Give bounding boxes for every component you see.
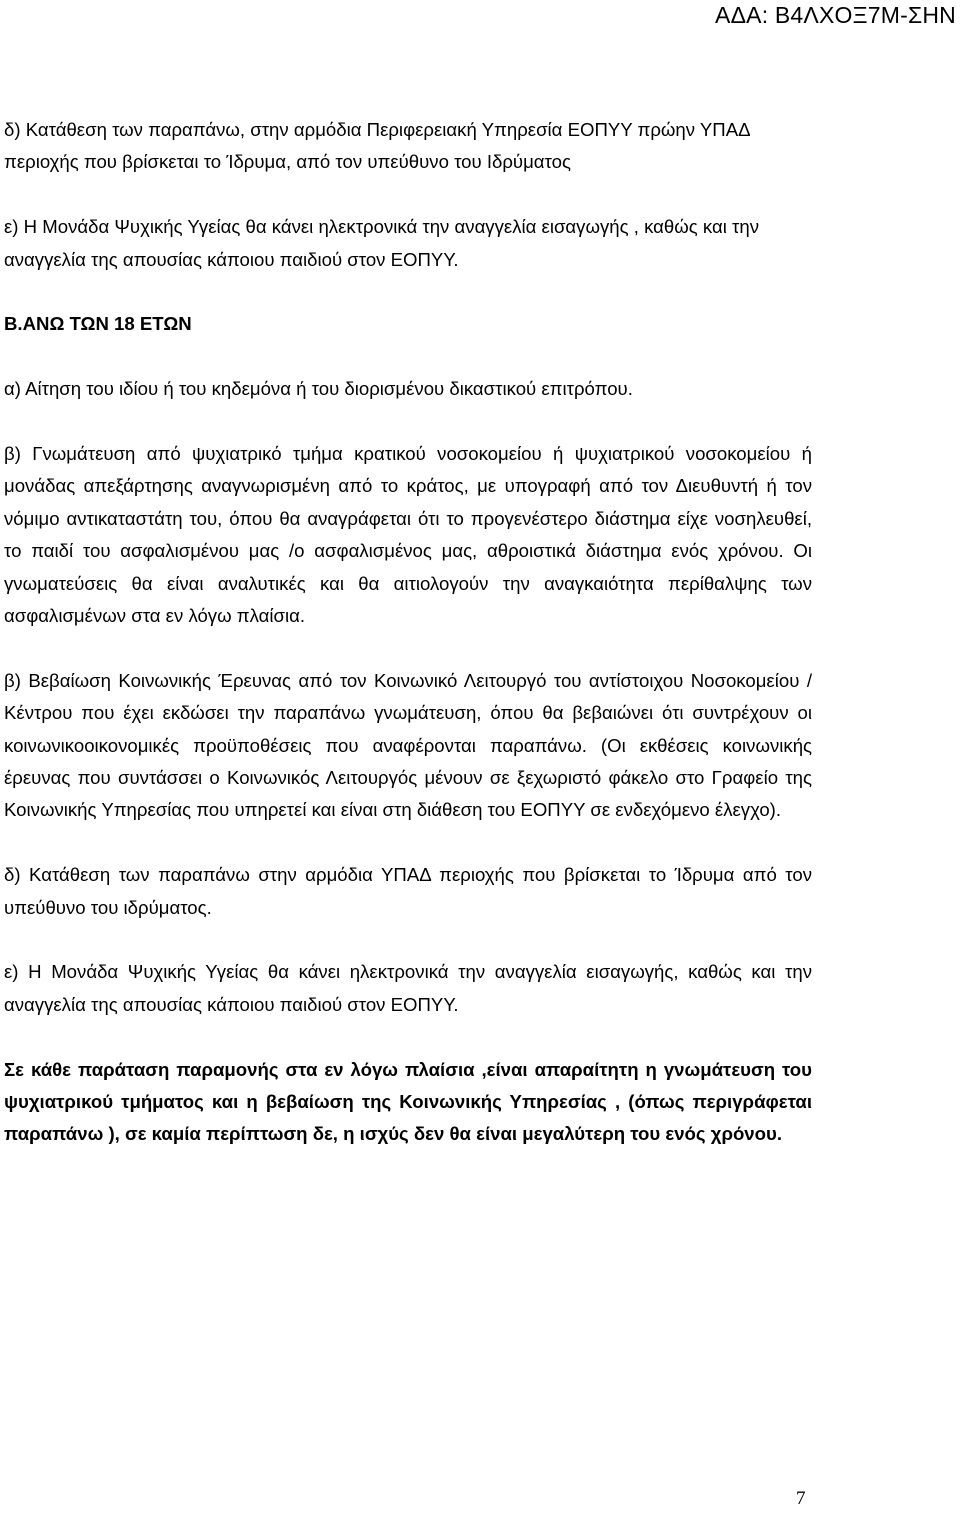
paragraph-e-announcement: ε) Η Μονάδα Ψυχικής Υγείας θα κάνει ηλεκτρονικά την αναγγελία εισαγωγής , καθώς και την αναγγελία της απουσίας κάποιου παιδιού στον ΕΟΠΥΥ. [4,216,759,270]
paragraph-d-submission: δ) Κατάθεση των παραπάνω, στην αρμόδια Περιφερειακή Υπηρεσία ΕΟΠΥΥ πρώην ΥΠΑΔ περιοχής που βρίσκεται το Ίδρυμα, από τον υπεύθυνο του Ιδρύματος [4,119,750,173]
paragraph-b-social-certificate: β) Βεβαίωση Κοινωνικής Έρευνας από τον Κοινωνικό Λειτουργό του αντίστοιχου Νοσοκομείου / Κέντρου που έχει εκδώσει την παραπάνω γνωμάτευση, όπου θα βεβαιώνει ότι συντρέχουν οι κοινωνικοοικονομικές προϋποθέσεις που αναφέρονται παραπάνω. (Οι εκθέσεις κοινωνικής έρευνας που συντάσσει ο Κοινωνικός Λειτουργός μένουν σε ξεχωριστό φάκελο στο Γραφείο της Κοινωνικής Υπηρεσίας που υπηρετεί και είναι στη διάθεση του ΕΟΠΥΥ σε ενδεχόμενο έλεγχο). [4,669,812,821]
document-body [4,114,812,1183]
paragraph-a-application: α) Αίτηση του ιδίου ή του κηδεμόνα ή του διορισμένου δικαστικού επιτρόπου. [4,378,633,400]
paragraph-e-electronic-announcement: ε) Η Μονάδα Ψυχικής Υγείας θα κάνει ηλεκτρονικά την αναγγελία εισαγωγής, καθώς και την αναγγελία της απουσίας κάποιου παιδιού στον ΕΟΠΥΥ. [4,961,812,1015]
paragraph-b-medical-opinion: β) Γνωμάτευση από ψυχιατρικό τμήμα κρατικού νοσοκομείου ή ψυχιατρικού νοσοκομείου ή μονάδας απεξάρτησης αναγνωρισμένη από το κράτος, με υπογραφή από τον Διευθυντή ή τον νόμιμο αντικαταστάτη του, όπου θα αναγράφεται ότι το προγενέστερο διάστημα είχε νοσηλευθεί, το παιδί του ασφαλισμένου μας /ο ασφαλισμένος μας, αθροιστικά διάστημα ενός χρόνου. Οι γνωματεύσεις θα είναι αναλυτικές και θα αιτιολογούν την αναγκαιότητα περίθαλψης των ασφαλισμένων στα εν λόγω πλαίσια. [4,443,812,627]
ada-code: ΑΔΑ: Β4ΛΧΟΞ7Μ-ΣΗΝ [715,2,956,28]
paragraph-d-submission-ypad: δ) Κατάθεση των παραπάνω στην αρμόδια ΥΠΑΔ περιοχής που βρίσκεται το Ίδρυμα από τον υπεύθυνο του ιδρύματος. [4,864,812,918]
section-heading-over-18: Β.ΑΝΩ ΤΩΝ 18 ΕΤΩΝ [4,313,192,335]
paragraph-extension-note: Σε κάθε παράταση παραμονής στα εν λόγω πλαίσια ,είναι απαραίτητη η γνωμάτευση του ψυχιατρικού τμήματος και η βεβαίωση της Κοινωνικής Υπηρεσίας , (όπως περιγράφεται παραπάνω ), σε καμία περίπτωση δε, η ισχύς δεν θα είναι μεγαλύτερη του ενός χρόνου. [4,1058,812,1145]
page-number: 7 [796,1488,806,1509]
